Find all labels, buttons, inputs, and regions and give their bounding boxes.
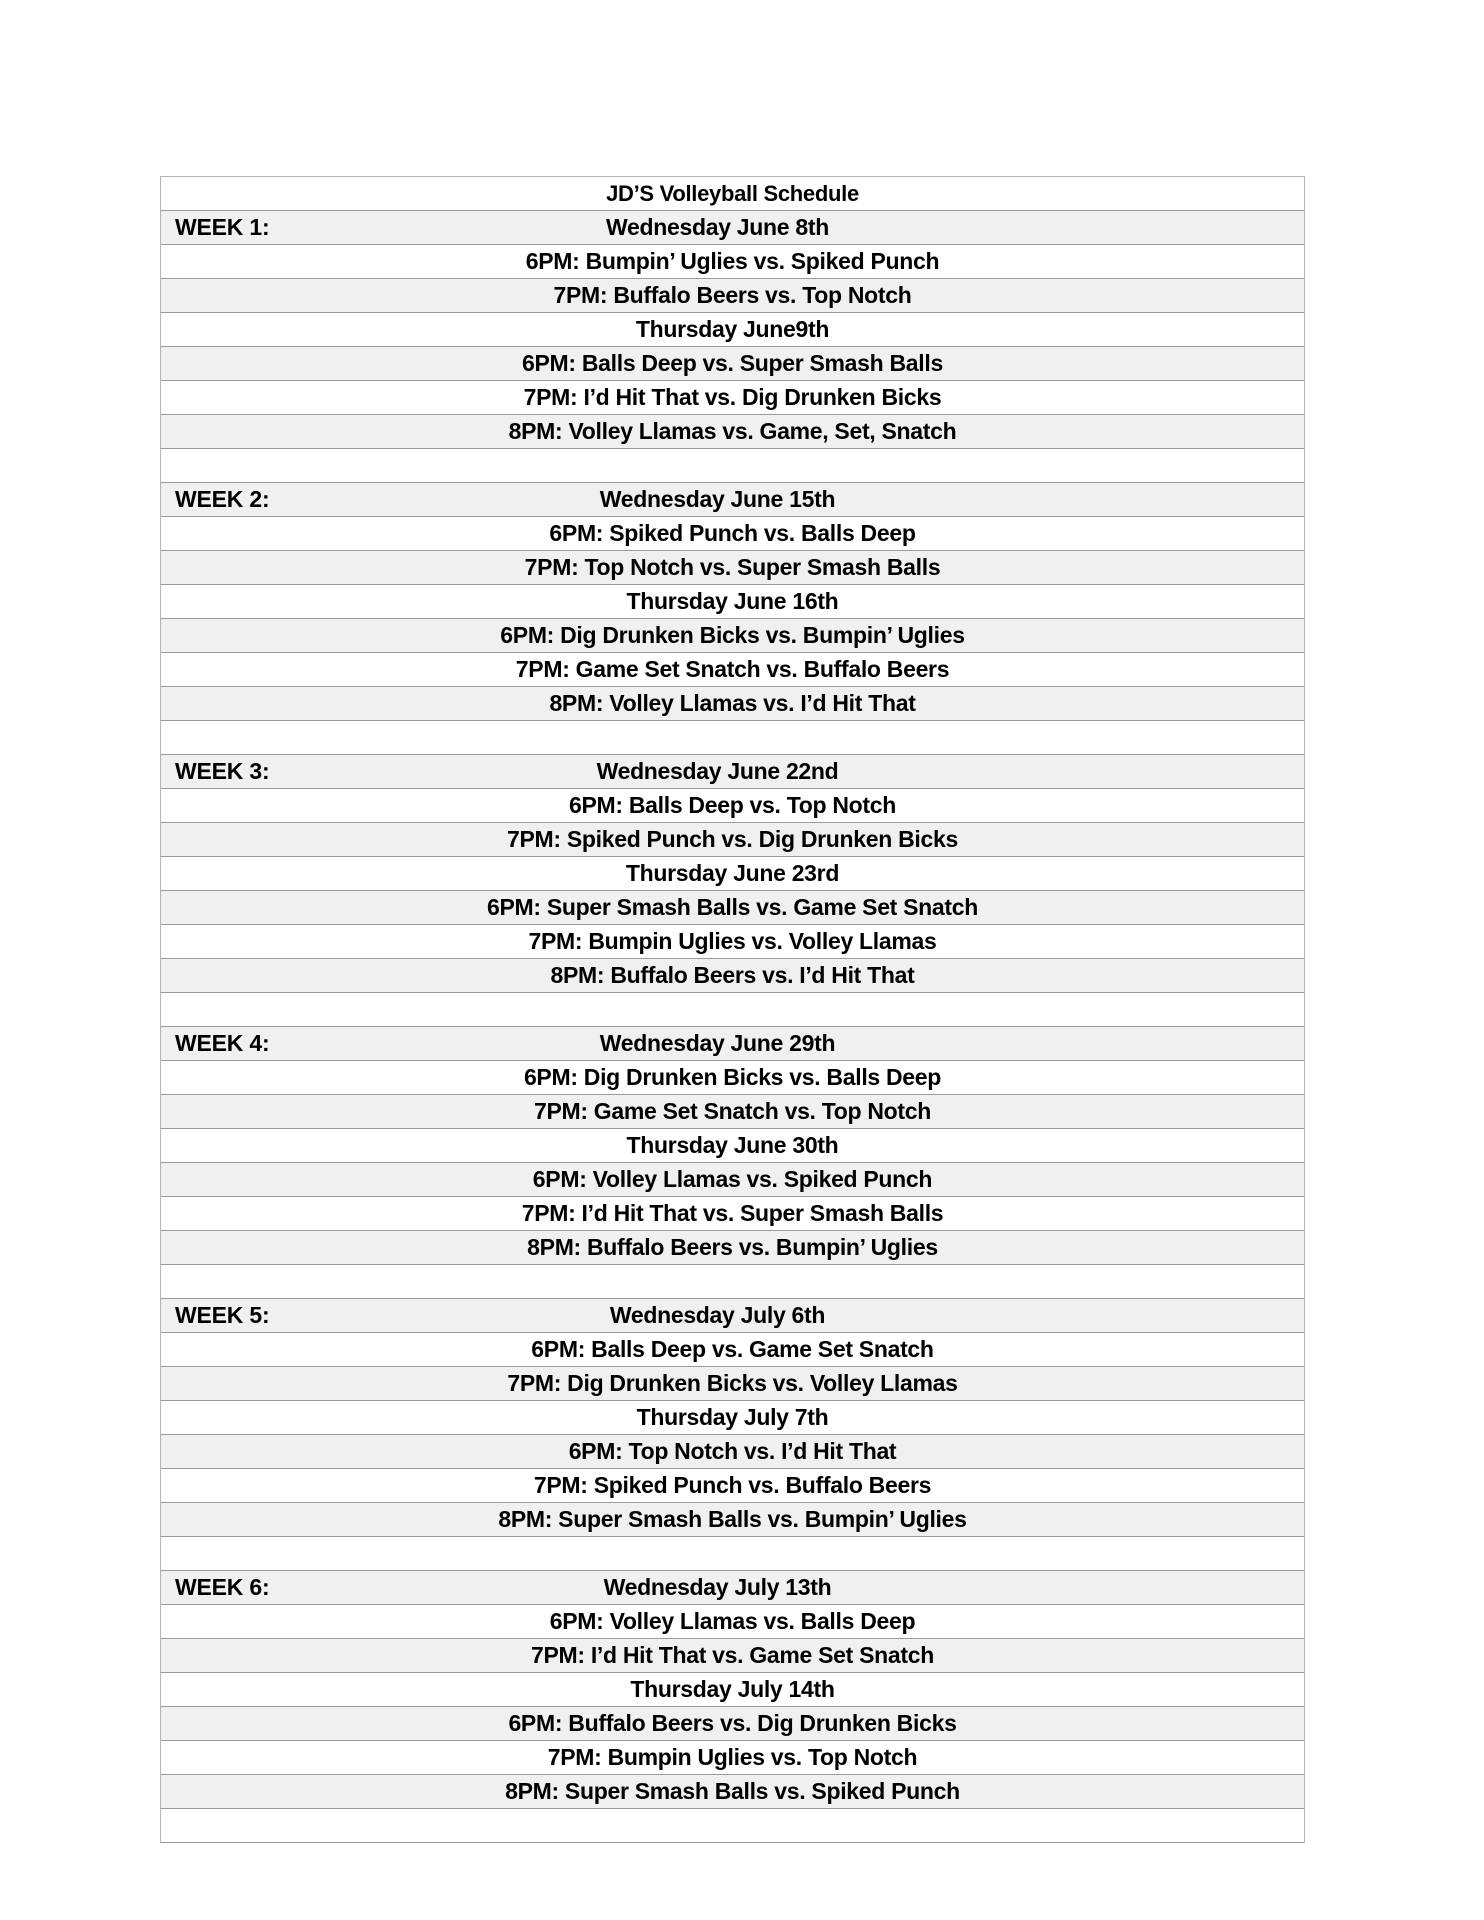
game-text: 8PM: Volley Llamas vs. I’d Hit That bbox=[549, 690, 916, 716]
game-row bbox=[161, 1775, 1304, 1809]
game-text: 6PM: Dig Drunken Bicks vs. Bumpin’ Uglies bbox=[500, 622, 965, 648]
blank-row bbox=[161, 1537, 1304, 1571]
week-label: WEEK 2: bbox=[175, 486, 270, 512]
game-text: 7PM: Bumpin Uglies vs. Top Notch bbox=[547, 1744, 918, 1770]
game-text: 6PM: Spiked Punch vs. Balls Deep bbox=[549, 520, 916, 546]
day-row bbox=[161, 1571, 1304, 1605]
game-row bbox=[161, 1435, 1304, 1469]
day-heading: Wednesday July 6th bbox=[609, 1302, 826, 1328]
day-heading: Wednesday June 8th bbox=[606, 214, 829, 240]
game-row bbox=[161, 1469, 1304, 1503]
blank-row bbox=[161, 721, 1304, 755]
week-label: WEEK 6: bbox=[175, 1574, 270, 1600]
game-text: 7PM: I’d Hit That vs. Dig Drunken Bicks bbox=[523, 384, 942, 410]
game-text: 6PM: Volley Llamas vs. Balls Deep bbox=[549, 1608, 916, 1634]
day-row bbox=[161, 1299, 1304, 1333]
game-text: 6PM: Balls Deep vs. Top Notch bbox=[569, 792, 896, 818]
game-row bbox=[161, 653, 1304, 687]
game-row bbox=[161, 925, 1304, 959]
game-text: 8PM: Buffalo Beers vs. Bumpin’ Uglies bbox=[527, 1234, 938, 1260]
game-text: 7PM: Top Notch vs. Super Smash Balls bbox=[524, 554, 941, 580]
week-label: WEEK 5: bbox=[175, 1302, 270, 1328]
game-text: 6PM: Dig Drunken Bicks vs. Balls Deep bbox=[523, 1064, 942, 1090]
day-row bbox=[161, 1673, 1304, 1707]
game-row bbox=[161, 1707, 1304, 1741]
day-row bbox=[161, 1027, 1304, 1061]
game-row bbox=[161, 279, 1304, 313]
game-row bbox=[161, 347, 1304, 381]
week-label: WEEK 3: bbox=[175, 758, 270, 784]
day-row bbox=[161, 1401, 1304, 1435]
day-heading: Thursday June 16th bbox=[626, 588, 839, 614]
game-row bbox=[161, 1503, 1304, 1537]
day-heading: Thursday June9th bbox=[635, 316, 830, 342]
day-heading: Thursday July 14th bbox=[630, 1676, 835, 1702]
day-row bbox=[161, 1129, 1304, 1163]
game-text: 6PM: Top Notch vs. I’d Hit That bbox=[568, 1438, 897, 1464]
game-row bbox=[161, 1095, 1304, 1129]
game-row bbox=[161, 381, 1304, 415]
game-text: 7PM: Game Set Snatch vs. Buffalo Beers bbox=[515, 656, 950, 682]
schedule-rows bbox=[161, 211, 1304, 1843]
game-text: 7PM: Dig Drunken Bicks vs. Volley Llamas bbox=[507, 1370, 958, 1396]
game-text: 8PM: Super Smash Balls vs. Spiked Punch bbox=[505, 1778, 960, 1804]
game-text: 8PM: Super Smash Balls vs. Bumpin’ Uglies bbox=[498, 1506, 967, 1532]
day-heading: Wednesday July 13th bbox=[603, 1574, 832, 1600]
game-row bbox=[161, 1741, 1304, 1775]
game-text: 8PM: Buffalo Beers vs. I’d Hit That bbox=[550, 962, 915, 988]
day-row bbox=[161, 585, 1304, 619]
game-row bbox=[161, 1163, 1304, 1197]
game-text: 8PM: Volley Llamas vs. Game, Set, Snatch bbox=[508, 418, 957, 444]
game-row bbox=[161, 823, 1304, 857]
day-row bbox=[161, 313, 1304, 347]
game-row bbox=[161, 619, 1304, 653]
game-row bbox=[161, 245, 1304, 279]
blank-row bbox=[161, 1265, 1304, 1299]
title-row bbox=[161, 177, 1304, 211]
week-label: WEEK 1: bbox=[175, 214, 270, 240]
day-row bbox=[161, 755, 1304, 789]
day-heading: Wednesday June 29th bbox=[599, 1030, 836, 1056]
game-text: 6PM: Volley Llamas vs. Spiked Punch bbox=[532, 1166, 933, 1192]
game-text: 6PM: Balls Deep vs. Super Smash Balls bbox=[522, 350, 943, 376]
game-row bbox=[161, 1639, 1304, 1673]
game-text: 6PM: Balls Deep vs. Game Set Snatch bbox=[531, 1336, 934, 1362]
game-row bbox=[161, 687, 1304, 721]
blank-row bbox=[161, 1809, 1304, 1843]
game-row bbox=[161, 517, 1304, 551]
game-text: 7PM: Spiked Punch vs. Dig Drunken Bicks bbox=[507, 826, 958, 852]
game-row bbox=[161, 1231, 1304, 1265]
game-row bbox=[161, 1367, 1304, 1401]
game-text: 7PM: I’d Hit That vs. Game Set Snatch bbox=[531, 1642, 934, 1668]
game-row bbox=[161, 415, 1304, 449]
game-row bbox=[161, 551, 1304, 585]
game-text: 7PM: I’d Hit That vs. Super Smash Balls bbox=[521, 1200, 944, 1226]
day-heading: Wednesday June 15th bbox=[599, 486, 836, 512]
day-heading: Thursday July 7th bbox=[636, 1404, 829, 1430]
blank-row bbox=[161, 993, 1304, 1027]
day-heading: Thursday June 23rd bbox=[625, 860, 840, 886]
day-row bbox=[161, 857, 1304, 891]
day-heading: Wednesday June 22nd bbox=[596, 758, 839, 784]
game-row bbox=[161, 789, 1304, 823]
day-row bbox=[161, 483, 1304, 517]
game-text: 7PM: Buffalo Beers vs. Top Notch bbox=[553, 282, 912, 308]
schedule-title: JD’S Volleyball Schedule bbox=[606, 181, 859, 206]
game-text: 7PM: Game Set Snatch vs. Top Notch bbox=[533, 1098, 932, 1124]
day-heading: Thursday June 30th bbox=[626, 1132, 839, 1158]
game-row bbox=[161, 891, 1304, 925]
schedule-table bbox=[160, 176, 1305, 1843]
game-text: 6PM: Buffalo Beers vs. Dig Drunken Bicks bbox=[508, 1710, 957, 1736]
game-row bbox=[161, 1061, 1304, 1095]
game-row bbox=[161, 1333, 1304, 1367]
blank-row bbox=[161, 449, 1304, 483]
game-text: 7PM: Bumpin Uglies vs. Volley Llamas bbox=[528, 928, 937, 954]
game-text: 6PM: Super Smash Balls vs. Game Set Snatch bbox=[486, 894, 979, 920]
game-text: 6PM: Bumpin’ Uglies vs. Spiked Punch bbox=[525, 248, 940, 274]
week-label: WEEK 4: bbox=[175, 1030, 270, 1056]
day-row bbox=[161, 211, 1304, 245]
game-row bbox=[161, 1197, 1304, 1231]
game-text: 7PM: Spiked Punch vs. Buffalo Beers bbox=[533, 1472, 932, 1498]
game-row bbox=[161, 1605, 1304, 1639]
game-row bbox=[161, 959, 1304, 993]
